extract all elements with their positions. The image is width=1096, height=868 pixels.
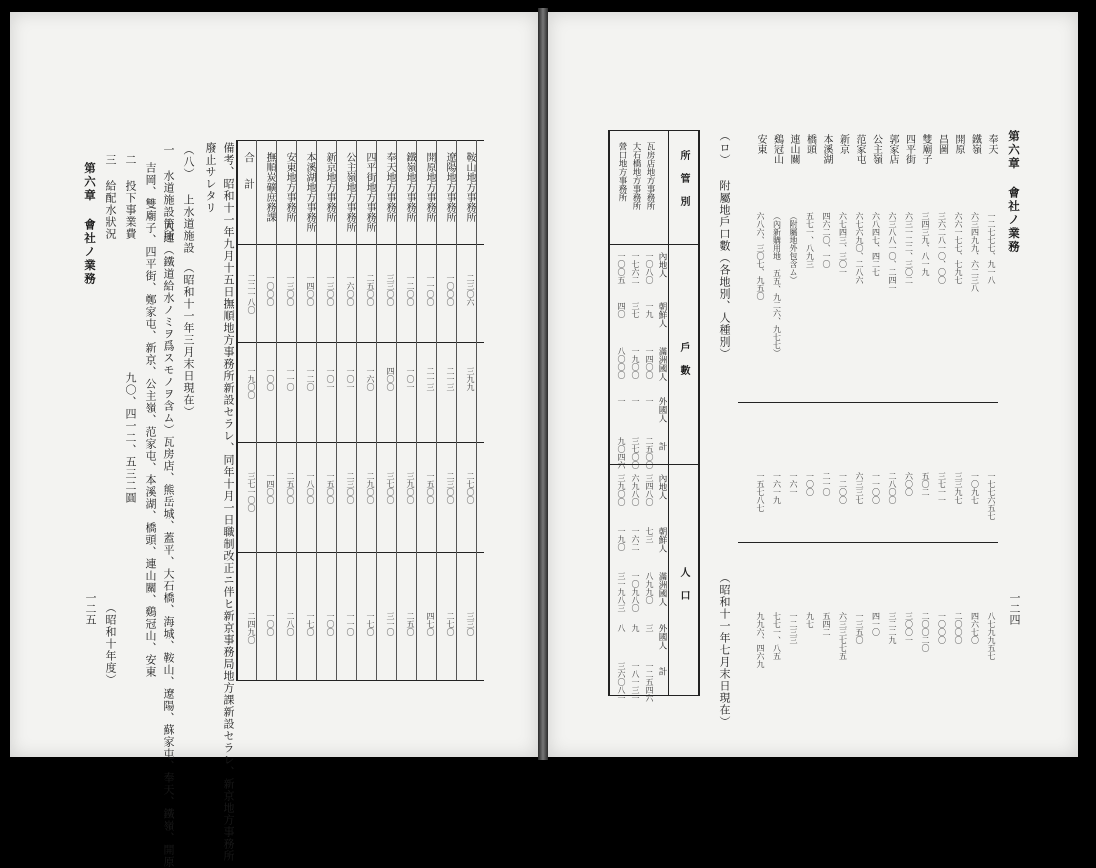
pop-cell: 七三 — [645, 527, 654, 543]
station-households-value: 二一〇 — [822, 472, 831, 496]
table-cell: 三一〇 — [386, 612, 395, 636]
station-area-value: 六三一二二、三〇二 — [904, 212, 914, 284]
pop-cell: 一 — [617, 397, 626, 405]
section-8-date: （昭和十一年三月末日現在） — [182, 262, 195, 418]
station-name: 連山關 — [788, 134, 799, 164]
table-cell: 一三〇〇 — [326, 274, 335, 306]
table-cell: 三九九 — [466, 367, 475, 391]
station-population-value: 七七一、八五 — [772, 612, 782, 660]
table-cell: 二五〇 — [406, 612, 415, 636]
table-row-name: 四平街地方事務所 — [364, 152, 375, 232]
station-households-value: 一六一 — [789, 472, 798, 496]
section-2-title: 二 投下事業費 — [124, 154, 137, 240]
station-households-value: 五〇二 — [921, 472, 930, 496]
station-area-value: 六三八八一〇、二四一 — [888, 212, 897, 292]
station-population-value: 二〇〇二〇 — [921, 612, 930, 652]
table-column-rule — [276, 140, 277, 680]
station-rule-1 — [738, 402, 998, 403]
station-area-value: 六七四三、三〇一 — [838, 212, 848, 276]
pop-table-top — [608, 130, 700, 131]
pop-table-head-col — [668, 130, 669, 695]
table-border-top — [236, 140, 484, 141]
table-cell: 一〇〇〇 — [266, 274, 275, 306]
table-cell: 一一〇 — [286, 367, 295, 391]
station-population-value: 六三三七七五 — [838, 612, 848, 660]
station-population-value: 四六七〇 — [970, 612, 980, 644]
running-header-left: 第六章 會社ノ業務 — [83, 162, 97, 286]
pop-header-place: 所 管 別 — [678, 150, 689, 207]
station-area-value: 五七一、八九三 — [805, 212, 815, 268]
table-cell: 三三〇〇 — [386, 274, 395, 306]
pop-cell: 三七 — [631, 302, 640, 318]
table-row-name: 公主嶺地方事務所 — [344, 152, 355, 232]
table-column-rule — [456, 140, 457, 680]
station-households-value: 一一〇〇 — [871, 472, 881, 504]
table-cell: 一四〇〇 — [306, 274, 315, 306]
pop-cell: 一七六二 — [631, 252, 640, 284]
pop-section-title: （ロ） 附屬地戶口數（各地別、人種別） — [718, 130, 731, 360]
station-population-value: 三〇〇一 — [904, 612, 914, 644]
pop-col-total-p: 計 — [657, 667, 667, 676]
section-1-places-b: 吉岡、雙廟子、四平街、鄭家屯、新京、公主嶺、范家屯、本溪湖、橋頭、連山關、鷄冠山、安東 — [144, 162, 157, 678]
station-name: 郭家店 — [887, 134, 898, 164]
station-area-value: 六八四七、四二七 — [871, 212, 881, 276]
pop-cell: 一九〇 — [617, 527, 626, 551]
table-row-name: 開原地方事務所 — [424, 152, 435, 222]
station-area-value: （附屬地外包含ム） — [789, 212, 798, 284]
station-population-value: 一二三三 — [789, 612, 798, 644]
book-gutter — [538, 8, 548, 760]
total-v4: 二四九〇 — [247, 612, 256, 644]
table-cell: 一二〇 — [306, 367, 315, 391]
pop-cell: 三四八〇 — [645, 474, 654, 506]
pop-row-name: 營口地方事務所 — [617, 142, 627, 202]
station-area-value: 六三四九九、六二三八 — [970, 212, 980, 292]
station-population-value: 五四二 — [822, 612, 831, 636]
table-row-name: 撫順炭礦庶務課 — [264, 152, 275, 222]
table-rule-2 — [236, 342, 484, 343]
pop-table-header-rule — [608, 244, 700, 245]
pop-cell: 八〇〇〇 — [617, 347, 626, 379]
table-cell: 一四〇〇 — [266, 472, 275, 504]
total-v3: 三七一〇〇 — [247, 472, 256, 512]
station-area-value: 一二七七七、九一八 — [987, 212, 996, 284]
table-cell: 二八〇 — [286, 612, 295, 636]
table-cell: 二七〇 — [446, 612, 455, 636]
section-1-text: 大連（鐵道給水ノミヲ爲スモノヲ含ム）瓦房店、熊岳城、蓋平、大石橋、海城、鞍山、遼陽、蘇家屯、奉天、鐵嶺、開原 — [162, 220, 175, 868]
table-border-left — [236, 140, 238, 680]
station-name: 鐵嶺 — [969, 134, 981, 154]
station-population-value: 八七九九五七 — [987, 612, 996, 660]
station-population-value: 二〇〇〇 — [954, 612, 963, 644]
pop-cell: 一八一三一 — [631, 662, 640, 702]
pop-cell: 三一九八三 — [617, 572, 626, 612]
table-cell: 二一三 — [426, 367, 435, 391]
table-cell: 一〇一 — [406, 367, 415, 391]
table-cell: 二七〇〇 — [466, 472, 475, 504]
table-column-rule — [416, 140, 417, 680]
table-column-rule — [256, 140, 257, 680]
table-border-bottom — [236, 680, 484, 681]
station-households-value: 三三九七 — [954, 472, 963, 504]
table-cell: 二三〇六 — [466, 274, 475, 306]
pop-table-border-left — [608, 130, 610, 695]
right-page — [548, 12, 1078, 757]
table-row-name: 奉天地方事務所 — [384, 152, 395, 222]
pop-col-korean-h: 朝鮮人 — [657, 302, 667, 328]
table-cell: 一五〇〇 — [426, 472, 435, 504]
table-column-rule — [316, 140, 317, 680]
table-cell: 三三〇 — [466, 612, 475, 636]
pop-cell: 一〇九八〇 — [631, 572, 640, 612]
table-column-rule — [376, 140, 377, 680]
station-name: 本溪湖 — [821, 134, 832, 164]
pop-header-households: 戶 數 — [678, 342, 689, 376]
left-page — [10, 12, 538, 868]
pop-header-population: 人 口 — [678, 567, 689, 601]
station-population-value: 一〇〇〇 — [937, 612, 947, 644]
station-households-value: 六三三七 — [855, 472, 864, 504]
pop-col-japanese-h: 內地人 — [657, 252, 667, 278]
table-cell: 一六〇 — [366, 367, 375, 391]
pop-cell: 九 — [631, 624, 640, 632]
station-population-value: 九九六、四六九 — [756, 612, 765, 668]
pop-cell: 一 — [645, 397, 654, 405]
table-cell: 一八〇〇 — [306, 472, 315, 504]
table-cell: 二三〇〇 — [446, 472, 455, 504]
table-cell: 一一〇〇 — [426, 274, 435, 306]
table-row-name: 安東地方事務所 — [284, 152, 295, 222]
table-cell: 一〇〇 — [326, 612, 335, 636]
station-name: 范家屯 — [854, 134, 865, 164]
station-population-value: 一三五〇 — [855, 612, 864, 644]
table-row-name: 本溪湖地方事務所 — [304, 152, 315, 232]
table-cell: 一〇一 — [326, 367, 335, 391]
table-cell: 一六〇〇 — [346, 274, 355, 306]
station-households-value: 一〇九七 — [970, 472, 980, 504]
pop-cell: 三九〇〇 — [617, 474, 626, 506]
station-area-value: （內新購用地 五五、九二六、九七七） — [772, 212, 782, 357]
table-cell: 一七〇 — [306, 612, 315, 636]
pop-cell: 八 — [617, 624, 626, 632]
pop-cell: 四〇 — [617, 302, 626, 318]
table-row-name: 鐵嶺地方事務所 — [404, 152, 415, 222]
page-number-left: 一二五 — [84, 592, 97, 625]
abolished-note: 廢止サレタリ — [204, 142, 217, 214]
table-cell: 一七〇 — [366, 612, 375, 636]
pop-section-date: （昭和十一年七月末日現在） — [718, 572, 731, 728]
table-cell: 三九〇〇 — [406, 472, 415, 504]
table-cell: 一〇〇〇 — [446, 274, 455, 306]
pop-cell: 一 — [631, 397, 640, 405]
pop-col-foreign-p: 外國人 — [657, 624, 667, 650]
station-area-value: 六六一七七、七九七 — [954, 212, 963, 284]
section-3-note: （昭和十年度） — [104, 602, 117, 686]
pop-cell: 二五〇〇 — [645, 437, 654, 469]
table-cell: 二一三 — [446, 367, 455, 391]
station-area-value: 三六二八一〇、〇〇 — [937, 212, 947, 284]
station-name: 橋頭 — [804, 134, 816, 154]
station-name: 鷄冠山 — [771, 134, 783, 164]
table-cell: 一〇〇 — [266, 612, 275, 636]
table-column-rule — [336, 140, 337, 680]
pop-cell: 一二五四六 — [645, 662, 654, 702]
pop-col-manchu-p: 滿洲國人 — [657, 572, 667, 606]
station-area-value: 六八六、三〇七、九五〇 — [756, 212, 765, 300]
table-cell: 三七〇〇 — [386, 472, 395, 504]
pop-cell: 一四〇〇 — [645, 347, 654, 379]
station-households-value: 一〇〇 — [805, 472, 815, 496]
table-cell: 二五〇〇 — [366, 274, 375, 306]
table-cell: 一二〇〇 — [406, 274, 415, 306]
table-cell: 一〇〇 — [266, 367, 275, 391]
pop-cell: 六九八〇 — [631, 474, 640, 506]
table-cell: 二三〇〇 — [346, 472, 355, 504]
table-cell: 二九〇〇 — [366, 472, 375, 504]
running-header-right: 第六章 會社ノ業務 — [1007, 130, 1021, 254]
station-rule-2 — [738, 542, 998, 543]
pop-cell: 九〇四六 — [617, 437, 626, 469]
station-name: 公主嶺 — [870, 134, 882, 164]
station-name: 昌圖 — [936, 134, 948, 154]
pop-cell: 三 — [645, 624, 654, 632]
table-rule-3 — [236, 442, 484, 443]
table-column-rule — [396, 140, 397, 680]
station-name: 安東 — [755, 134, 766, 154]
page-number-right: 一二四 — [1008, 592, 1021, 625]
table-cell: 四〇〇 — [386, 367, 395, 391]
table-column-rule — [356, 140, 357, 680]
pop-row-name: 瓦房店地方事務所 — [645, 142, 655, 210]
pop-col-korean-p: 朝鮮人 — [657, 527, 667, 553]
station-area-value: 六七六九〇、二八六 — [855, 212, 864, 284]
station-population-value: 四一〇 — [871, 612, 881, 636]
station-name: 雙廟子 — [920, 134, 931, 164]
station-households-value: 三七一一 — [937, 472, 947, 504]
table-cell: 二五〇〇 — [286, 472, 295, 504]
table-rule-4 — [236, 552, 484, 553]
pop-cell: 三七〇〇 — [631, 437, 640, 469]
table-total-label: 合 計 — [243, 152, 255, 191]
station-households-value: 二八〇〇 — [888, 472, 897, 504]
section-2-value: 九〇、四一二、五三二圓 — [124, 372, 137, 504]
table-row-name: 新京地方事務所 — [324, 152, 335, 222]
station-households-value: 六〇〇 — [904, 472, 914, 496]
pop-col-japanese-p: 內地人 — [657, 474, 667, 500]
table-column-rule — [296, 140, 297, 680]
pop-row-name: 大石橋地方事務所 — [631, 142, 641, 210]
pop-col-manchu-h: 滿洲國人 — [657, 347, 667, 381]
pop-col-foreign-h: 外國人 — [657, 397, 667, 423]
table-cell: 一一〇 — [346, 612, 355, 636]
pop-cell: 一九 — [645, 302, 654, 318]
station-households-value: 一五七八七 — [756, 472, 765, 512]
pop-cell: 一〇〇五 — [617, 252, 626, 284]
pop-cell: 一九〇〇 — [631, 347, 640, 379]
pop-table-border-right — [698, 130, 700, 695]
table-row-name: 遼陽地方事務所 — [444, 152, 455, 222]
table-cell: 一〇一 — [346, 367, 355, 391]
station-name: 新京 — [837, 134, 849, 154]
table-row-name: 鞍山地方事務所 — [464, 152, 475, 222]
table-column-rule — [476, 140, 477, 680]
station-households-value: 一六一九 — [772, 472, 782, 504]
total-v1: 二二一八〇 — [247, 274, 256, 314]
pop-cell: 一六二 — [631, 527, 640, 551]
station-area-value: 三四三九、八一九 — [921, 212, 930, 276]
remarks: 備考、昭和十一年九月十五日撫順地方事務所新設セラレ、同年十月一日職制改正ニ伴ヒ新京事務局地方課新設セラレ、新京地方事務所 — [222, 142, 235, 862]
table-cell: 一三〇〇 — [286, 274, 295, 306]
station-population-value: 九七 — [805, 612, 815, 628]
section-1-title: 一 水道施設箇所 — [162, 144, 175, 242]
table-cell: 一五〇〇 — [326, 472, 335, 504]
station-area-value: 四六二〇、一〇 — [822, 212, 831, 268]
pop-cell: 三六〇八一 — [617, 662, 626, 702]
table-header-rule — [236, 244, 484, 245]
table-cell: 四七〇 — [426, 612, 435, 636]
table-column-rule — [436, 140, 437, 680]
station-name: 奉天 — [986, 134, 997, 154]
station-households-value: 一七七六五七 — [987, 472, 996, 520]
station-name: 四平街 — [903, 134, 915, 164]
station-households-value: 一二〇〇 — [838, 472, 848, 504]
pop-cell: 一〇八〇 — [645, 252, 654, 284]
total-v2: 一九〇〇 — [247, 367, 256, 399]
station-population-value: 三二二九 — [888, 612, 897, 644]
section-8-title: （八） 上水道施設 — [182, 144, 195, 254]
pop-col-total-h: 計 — [657, 442, 667, 451]
pop-cell: 八九九〇 — [645, 572, 654, 604]
station-name: 開原 — [953, 134, 964, 154]
section-3-title: 三 給配水狀況 — [104, 154, 117, 240]
